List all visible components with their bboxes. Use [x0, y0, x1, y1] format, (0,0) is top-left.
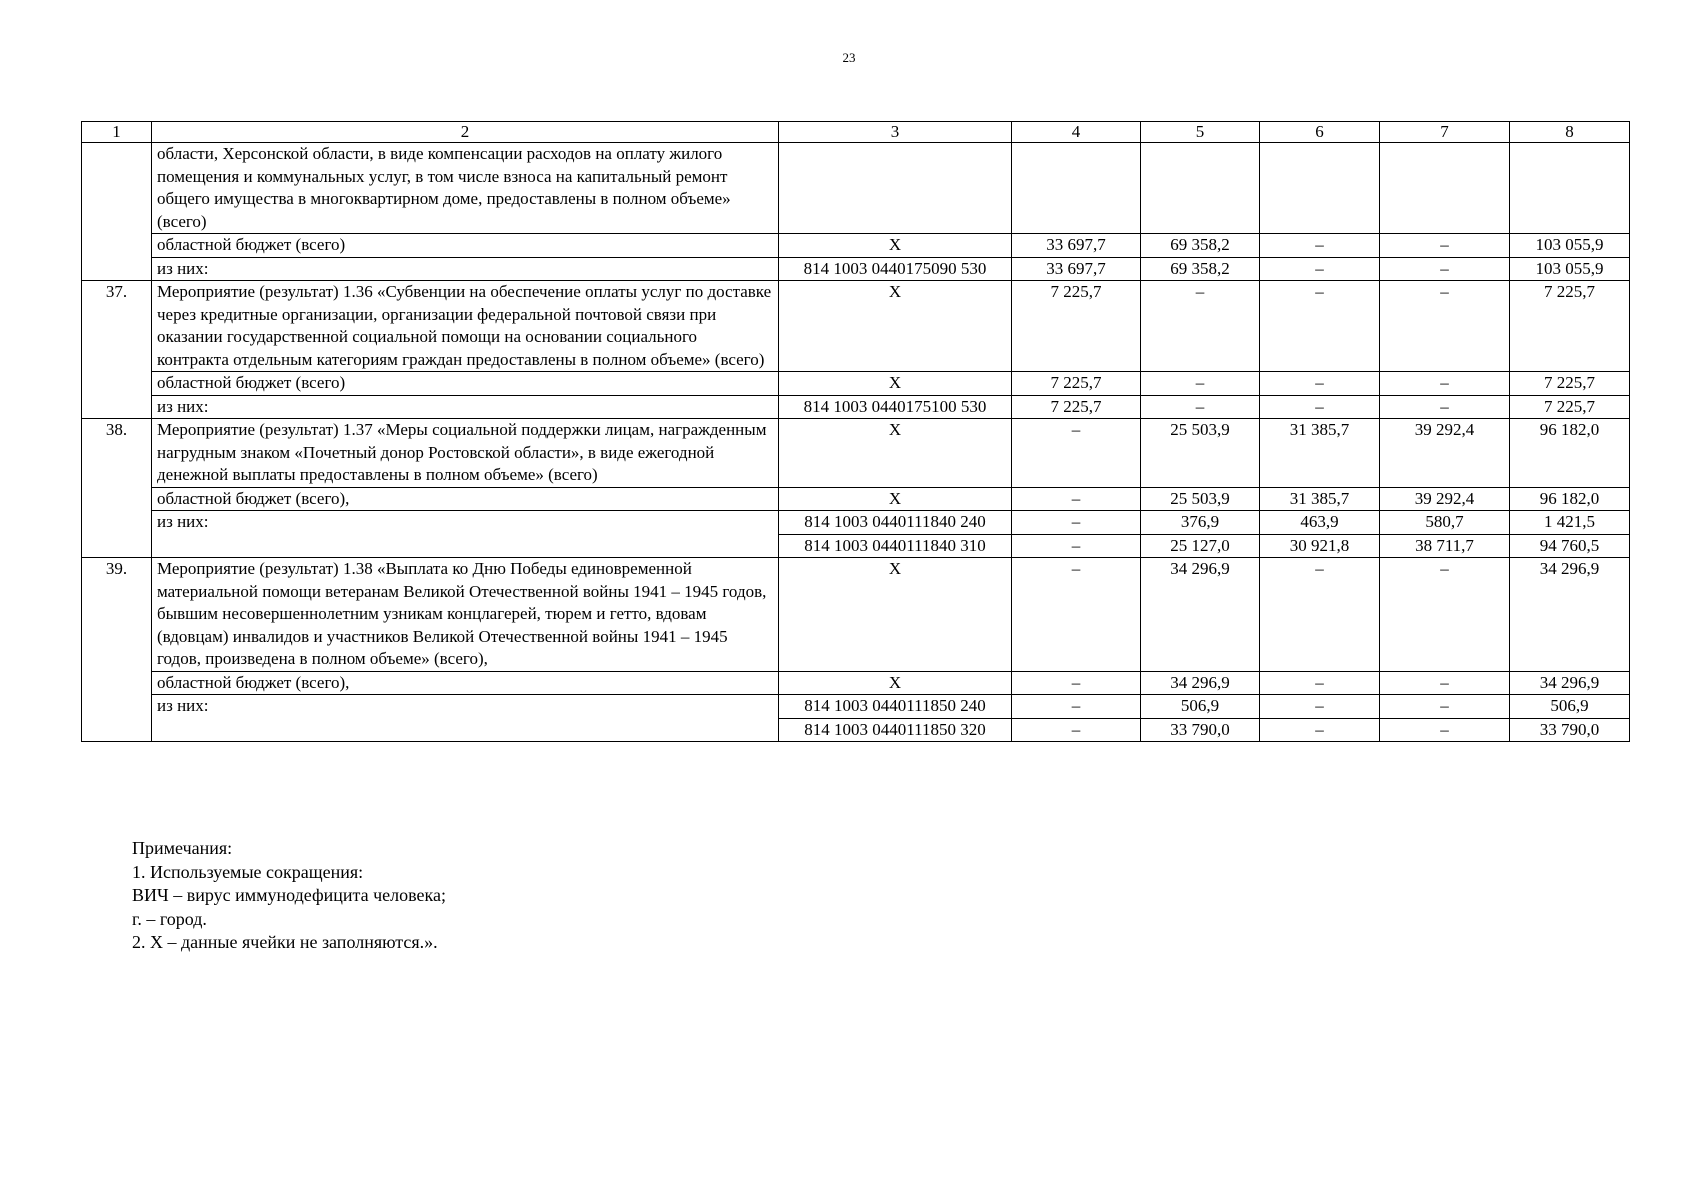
note-line: 1. Используемые сокращения: — [132, 861, 364, 882]
table-row — [82, 419, 1630, 488]
row-description: областной бюджет (всего), — [152, 487, 779, 511]
value-col5: 34 296,9 — [1141, 671, 1260, 695]
table-row — [82, 281, 1630, 372]
header-cell: 5 — [1141, 122, 1260, 143]
header-cell: 7 — [1380, 122, 1510, 143]
row-number — [82, 143, 152, 281]
value-col7: – — [1380, 372, 1510, 396]
table-row — [82, 511, 1630, 535]
budget-code: X — [779, 281, 1012, 372]
page-number: 23 — [842, 50, 856, 65]
budget-code: X — [779, 372, 1012, 396]
budget-code: X — [779, 558, 1012, 672]
row-description: Мероприятие (результат) 1.36 «Субвенции на обеспечение оплаты услуг по доставке через кредитные организации, организации федеральной почтовой связи при оказании государственной социальной помощи на основании социального контракта отдельным категориям граждан предоставлены в полном объеме» (всего) — [152, 281, 779, 372]
row-number: 38. — [82, 419, 152, 558]
value-col8: 96 182,0 — [1510, 419, 1630, 488]
budget-code — [779, 143, 1012, 234]
budget-code: 814 1003 0440111850 240 — [779, 695, 1012, 719]
budget-code: 814 1003 0440111850 320 — [779, 718, 1012, 742]
value-col6: – — [1260, 671, 1380, 695]
value-col6: – — [1260, 372, 1380, 396]
value-col4: – — [1012, 718, 1141, 742]
notes-title: Примечания: — [132, 838, 233, 858]
value-col4: – — [1012, 695, 1141, 719]
table-row — [82, 695, 1630, 719]
budget-code: 814 1003 0440175100 530 — [779, 395, 1012, 419]
value-col7: 580,7 — [1380, 511, 1510, 535]
row-description: Мероприятие (результат) 1.38 «Выплата ко Дню Победы единовременной материальной помощи ветеранам Великой Отечественной войны 1941 – 1945 годов, бывшим несовершеннолетним узникам концлагерей, тюрем и гетто, вдовам (вдовцам) инвалидов и участников Великой Отечественной войны 1941 – 1945 годов, произведена в полном объеме» (всего), — [152, 558, 779, 672]
note-line: ВИЧ – вирус иммунодефицита человека; — [132, 885, 446, 905]
value-col6 — [1260, 143, 1380, 234]
table-row — [82, 372, 1630, 396]
notes — [132, 837, 446, 955]
value-col7: 39 292,4 — [1380, 419, 1510, 488]
value-col7: 38 711,7 — [1380, 534, 1510, 558]
value-col6: 463,9 — [1260, 511, 1380, 535]
value-col8: 94 760,5 — [1510, 534, 1630, 558]
row-description: областной бюджет (всего) — [152, 234, 779, 258]
value-col6: 31 385,7 — [1260, 419, 1380, 488]
note-line: 2. X – данные ячейки не заполняются.». — [132, 932, 438, 952]
value-col7: 39 292,4 — [1380, 487, 1510, 511]
value-col6: – — [1260, 695, 1380, 719]
value-col8: 103 055,9 — [1510, 234, 1630, 258]
value-col7: – — [1380, 671, 1510, 695]
value-col7: – — [1380, 257, 1510, 281]
value-col5: – — [1141, 281, 1260, 372]
value-col7 — [1380, 143, 1510, 234]
row-number: 37. — [82, 281, 152, 419]
value-col4: 33 697,7 — [1012, 234, 1141, 258]
header-cell: 1 — [82, 122, 152, 143]
budget-code: X — [779, 487, 1012, 511]
value-col7: – — [1380, 718, 1510, 742]
value-col5: 506,9 — [1141, 695, 1260, 719]
value-col8: 7 225,7 — [1510, 372, 1630, 396]
value-col5: 69 358,2 — [1141, 257, 1260, 281]
value-col5: 33 790,0 — [1141, 718, 1260, 742]
value-col7: – — [1380, 695, 1510, 719]
value-col4: – — [1012, 419, 1141, 488]
budget-code: 814 1003 0440175090 530 — [779, 257, 1012, 281]
table-header-row — [82, 122, 1630, 143]
row-description: областной бюджет (всего) — [152, 372, 779, 396]
value-col5: 25 503,9 — [1141, 419, 1260, 488]
note-line: г. – город. — [132, 908, 207, 929]
budget-code: X — [779, 419, 1012, 488]
row-description: из них: — [152, 511, 779, 558]
value-col5: 34 296,9 — [1141, 558, 1260, 672]
value-col4: – — [1012, 511, 1141, 535]
value-col5 — [1141, 143, 1260, 234]
value-col4: – — [1012, 487, 1141, 511]
value-col7: – — [1380, 558, 1510, 672]
value-col8: 7 225,7 — [1510, 281, 1630, 372]
budget-table — [81, 121, 1630, 742]
row-description: области, Херсонской области, в виде компенсации расходов на оплату жилого помещения и коммунальных услуг, в том числе взноса на капитальный ремонт общего имущества в многоквартирном доме, предоставлены в полном объеме» (всего) — [152, 143, 779, 234]
value-col4: – — [1012, 534, 1141, 558]
value-col6: – — [1260, 257, 1380, 281]
value-col6: – — [1260, 558, 1380, 672]
value-col4: – — [1012, 671, 1141, 695]
value-col8 — [1510, 143, 1630, 234]
value-col5: – — [1141, 395, 1260, 419]
value-col5: 69 358,2 — [1141, 234, 1260, 258]
value-col8: 34 296,9 — [1510, 558, 1630, 672]
value-col8: 33 790,0 — [1510, 718, 1630, 742]
value-col8: 506,9 — [1510, 695, 1630, 719]
value-col5: 376,9 — [1141, 511, 1260, 535]
value-col5: – — [1141, 372, 1260, 396]
header-cell: 2 — [152, 122, 779, 143]
table-row — [82, 671, 1630, 695]
value-col4: 7 225,7 — [1012, 372, 1141, 396]
value-col7: – — [1380, 281, 1510, 372]
table-row — [82, 487, 1630, 511]
row-description: из них: — [152, 695, 779, 742]
value-col4: – — [1012, 558, 1141, 672]
budget-code: 814 1003 0440111840 240 — [779, 511, 1012, 535]
table-row — [82, 143, 1630, 234]
table-row — [82, 234, 1630, 258]
value-col4: 33 697,7 — [1012, 257, 1141, 281]
value-col5: 25 503,9 — [1141, 487, 1260, 511]
value-col7: – — [1380, 234, 1510, 258]
header-cell: 3 — [779, 122, 1012, 143]
row-description: областной бюджет (всего), — [152, 671, 779, 695]
table-row — [82, 558, 1630, 672]
value-col8: 34 296,9 — [1510, 671, 1630, 695]
value-col6: – — [1260, 718, 1380, 742]
value-col6: – — [1260, 281, 1380, 372]
header-cell: 8 — [1510, 122, 1630, 143]
value-col8: 96 182,0 — [1510, 487, 1630, 511]
row-description: Мероприятие (результат) 1.37 «Меры социальной поддержки лицам, награжденным нагрудным знаком «Почетный донор Ростовской области», в виде ежегодной денежной выплаты предоставлены в полном объеме» (всего) — [152, 419, 779, 488]
budget-code: X — [779, 234, 1012, 258]
value-col8: 103 055,9 — [1510, 257, 1630, 281]
row-description: из них: — [152, 257, 779, 281]
value-col6: 30 921,8 — [1260, 534, 1380, 558]
value-col7: – — [1380, 395, 1510, 419]
value-col8: 7 225,7 — [1510, 395, 1630, 419]
value-col6: – — [1260, 234, 1380, 258]
row-description: из них: — [152, 395, 779, 419]
value-col5: 25 127,0 — [1141, 534, 1260, 558]
budget-code: 814 1003 0440111840 310 — [779, 534, 1012, 558]
budget-code: X — [779, 671, 1012, 695]
header-cell: 6 — [1260, 122, 1380, 143]
value-col6: 31 385,7 — [1260, 487, 1380, 511]
table-row — [82, 257, 1630, 281]
value-col6: – — [1260, 395, 1380, 419]
value-col4: 7 225,7 — [1012, 281, 1141, 372]
row-number: 39. — [82, 558, 152, 742]
header-cell: 4 — [1012, 122, 1141, 143]
value-col8: 1 421,5 — [1510, 511, 1630, 535]
value-col4: 7 225,7 — [1012, 395, 1141, 419]
value-col4 — [1012, 143, 1141, 234]
table-row — [82, 395, 1630, 419]
